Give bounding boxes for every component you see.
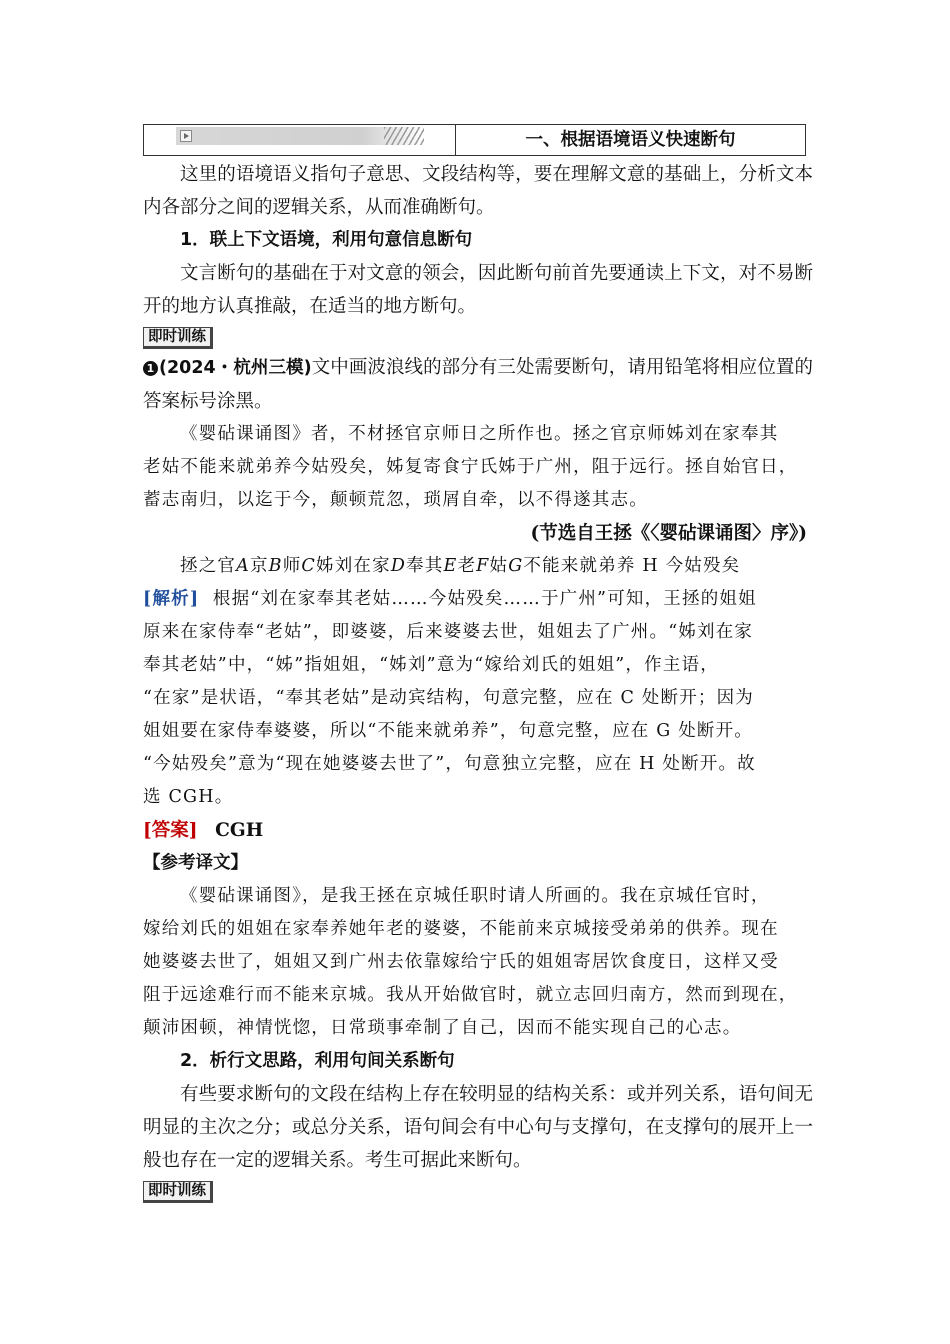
intro-paragraph: 这里的语境语义指句子意思、文段结构等，要在理解文意的基础上，分析文本内各部分之间的逻辑关系，从而准确断句。 xyxy=(143,164,813,218)
option-marker-e[interactable]: E xyxy=(443,556,458,576)
hatch-decoration xyxy=(384,127,424,145)
option-segment: 姊刘在家 xyxy=(316,556,391,576)
analysis-block xyxy=(143,583,813,814)
page-content xyxy=(143,124,813,1205)
option-segment: 京 xyxy=(249,556,269,576)
question-source-tag: (2024・杭州三模) xyxy=(159,358,312,378)
question-stem xyxy=(143,351,813,418)
passage-citation: (节选自王拯《〈婴砧课诵图〉序》) xyxy=(530,523,807,544)
option-segment: 拯之官 xyxy=(180,556,237,576)
analysis-line: “在家”是状语，“奉其老姑”是动宾结构，句意完整，应在 C 处断开；因为 xyxy=(143,688,754,708)
analysis-line: 原来在家侍奉“老姑”，即婆婆，后来婆婆去世，姐姐去了广州。“姊刘在家 xyxy=(143,622,754,642)
drill-label: 即时训练 xyxy=(143,1181,213,1203)
translation-heading: 【参考译文】 xyxy=(143,853,248,873)
answer-row xyxy=(143,814,813,847)
drill-label: 即时训练 xyxy=(143,327,213,349)
option-marker-a[interactable]: A xyxy=(236,556,250,576)
section1-heading: 1．联上下文语境，利用句意信息断句 xyxy=(180,230,473,250)
section2-body: 有些要求断句的文段在结构上存在较明显的结构关系：或并列关系，语句间无明显的主次之分；或总分关系，语句间会有中心句与支撑句，在支撑句的展开上一般也存在一定的逻辑关系。考生可据此来断句。 xyxy=(143,1084,813,1171)
passage xyxy=(143,418,813,517)
translation-line: 她婆婆去世了，姐姐又到广州去依靠嫁给宁氏的姐姐寄居饮食度日，这样又受 xyxy=(143,952,779,972)
translation-line: 阻于远途难行而不能来京城。我从开始做官时，就立志回归南方，然而到现在， xyxy=(143,985,798,1005)
passage-line: 老姑不能来就弟养今姑殁矣，姊复寄食宁氏姊于广州，阻于远行。拯自始官日， xyxy=(143,457,798,477)
section1-body: 文言断句的基础在于对文意的领会，因此断句前首先要通读上下文，对不易断开的地方认真推敲，在适当的地方断句。 xyxy=(143,263,813,317)
translation-block xyxy=(143,880,813,1045)
question-number-icon: 1 xyxy=(143,361,158,376)
option-segment: 师 xyxy=(282,556,302,576)
header-decoration xyxy=(144,125,456,155)
question-stem-text: 文中画波浪线的部分有三处需要断句，请用铅笔将相应位置的答案标号涂黑。 xyxy=(143,357,813,412)
passage-line: 蓄志南归，以迄于今，颠顿荒忽，琐屑自牵，以不得遂其志。 xyxy=(143,490,648,510)
drill-label-row xyxy=(143,323,813,351)
section-header-bar xyxy=(143,124,806,156)
section2-heading: 2．析行文思路，利用句间关系断句 xyxy=(180,1051,455,1071)
play-icon[interactable] xyxy=(180,130,192,142)
analysis-line: 奉其老姑”中，“姊”指姐姐，“姊刘”意为“嫁给刘氏的姐姐”，作主语， xyxy=(143,655,719,675)
option-marker-d[interactable]: D xyxy=(390,556,407,576)
option-segment: 不能来就弟养 H 今姑殁矣 xyxy=(523,556,741,576)
analysis-line: “今姑殁矣”意为“现在她婆婆去世了”，句意独立完整，应在 H 处断开。故 xyxy=(143,754,756,774)
translation-line: 《婴砧课诵图》，是我王拯在京城任职时请人所画的。我在京城任官时， xyxy=(180,886,770,906)
option-marker-f[interactable]: F xyxy=(476,556,490,576)
header-strip xyxy=(176,127,424,145)
section-title: 一、根据语境语义快速断句 xyxy=(525,130,736,150)
analysis-line-text: 根据“刘在家奉其老姑……今姑殁矣……于广州”可知，王拯的姐姐 xyxy=(212,589,757,609)
option-segment: 姑 xyxy=(489,556,509,576)
option-marker-c[interactable]: C xyxy=(301,556,317,576)
option-segment: 奉其 xyxy=(406,556,444,576)
analysis-line: 姐姐要在家侍奉婆婆，所以“不能来就弟养”，句意完整，应在 G 处断开。 xyxy=(143,721,753,741)
option-marker-b[interactable]: B xyxy=(268,556,283,576)
analysis-line xyxy=(143,583,813,616)
option-segment: 老 xyxy=(457,556,477,576)
answer-label: [答案] xyxy=(143,820,198,841)
analysis-line: 选 CGH。 xyxy=(143,787,234,807)
drill-label-row-2 xyxy=(143,1177,813,1205)
option-marker-g[interactable]: G xyxy=(508,556,524,576)
translation-line: 颠沛困顿，神情恍惚，日常琐事牵制了自己，因而不能实现自己的心志。 xyxy=(143,1018,742,1038)
options-line xyxy=(143,550,813,583)
analysis-label: [解析] xyxy=(143,589,200,609)
answer-value: CGH xyxy=(215,820,264,841)
translation-line: 嫁给刘氏的姐姐在家奉养她年老的婆婆，不能前来京城接受弟弟的供养。现在 xyxy=(143,919,779,939)
passage-line: 《婴砧课诵图》者，不材拯官京师日之所作也。拯之官京师姊刘在家奉其 xyxy=(180,424,779,444)
